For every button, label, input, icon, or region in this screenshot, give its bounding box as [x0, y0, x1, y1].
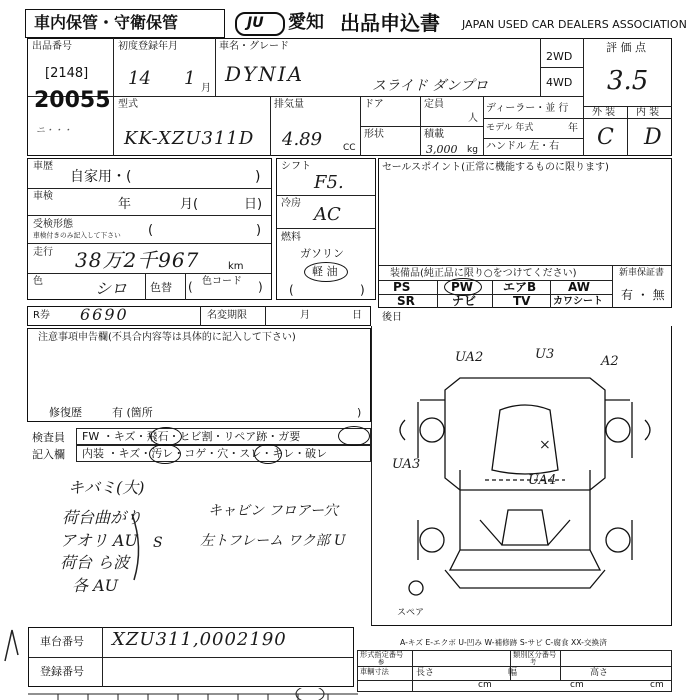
capacity-unit: 人	[468, 113, 478, 124]
ju-logo	[235, 12, 285, 36]
sales-label: セールスポイント(正常に機能するものに限ります)	[382, 162, 609, 173]
drive-2wd: 2WD	[546, 50, 573, 63]
name-change-month: 月	[300, 310, 310, 321]
cert-label: 形式指定番号	[360, 651, 404, 660]
fuel-circle	[304, 262, 348, 282]
recv-note: 車検付きのみ記入して下さい	[33, 232, 121, 240]
note-1: キバミ(大)	[68, 478, 145, 497]
mark-ua2: UA2	[455, 350, 484, 365]
interior-grade: D	[644, 125, 662, 150]
mark-ua3: UA3	[392, 457, 421, 472]
fuel-label: 燃料	[281, 232, 301, 243]
reg-label: 初度登録年月	[118, 41, 178, 52]
note-5: 各 AU	[72, 576, 119, 595]
inspector-label-1: 検査員	[32, 431, 65, 444]
equip-pw: PW	[451, 280, 474, 294]
name-change-day: 日	[352, 310, 362, 321]
length: 長さ	[416, 668, 435, 678]
mileage-unit: km	[228, 261, 244, 272]
year-unit: 年	[568, 123, 578, 134]
fuel-diesel: 軽 油	[312, 265, 338, 278]
handle-label: ハンドル 左・右	[486, 141, 560, 152]
spare-label: スペア	[397, 608, 425, 618]
mark-x: ×	[539, 437, 551, 453]
sure-circle	[254, 444, 282, 464]
score-label: 評 価 点	[606, 41, 646, 54]
lot-scribble: ニ・・・	[36, 126, 73, 136]
tiny-ref-1: 参	[378, 659, 385, 667]
mark-u3: U3	[535, 347, 555, 362]
color-swap-close: )	[258, 280, 263, 294]
displacement-label: 排気量	[274, 99, 304, 110]
exterior-label: 外 装	[592, 107, 616, 118]
recycle-label: R券	[33, 310, 50, 321]
displacement: 4.89	[282, 129, 323, 150]
repair-label: 修復歴	[49, 406, 82, 419]
fuel-close: )	[360, 283, 365, 297]
yoko-circle	[338, 426, 370, 446]
repair-close: )	[357, 406, 362, 419]
fuel-paren: (	[289, 283, 294, 297]
inspector-row-1-text: FW ・キズ・飛石・ヒビ割・リペア跡・ガ要	[82, 430, 301, 443]
logo-text: 愛知	[288, 12, 324, 33]
repair-value: 有 (箇所	[112, 406, 153, 419]
color-swap-label: 色替	[150, 281, 172, 294]
color-label: 色	[33, 276, 43, 287]
note-mid: S	[153, 535, 163, 551]
equip-navi: ナビ	[452, 294, 477, 308]
load-value: 3,000	[426, 143, 458, 156]
after-label: 後日	[382, 312, 402, 323]
fuel-gas: ガソリン	[300, 247, 344, 260]
ac-value: AC	[314, 204, 341, 225]
equip-label: 装備品(純正品に限り○をつけてください)	[390, 268, 577, 279]
length-cm: cm	[478, 680, 492, 690]
chassis-value: XZU311,0002190	[112, 629, 287, 650]
name-change-label: 名変期限	[207, 310, 247, 321]
name-label: 車名・グレード	[219, 41, 289, 52]
recycle-value: 6690	[80, 305, 129, 324]
width: 幅	[508, 668, 518, 678]
recv-paren: (	[148, 223, 154, 238]
note-right-1: キャビン フロアー穴	[208, 503, 339, 519]
equip-aw: AW	[568, 280, 590, 294]
reg-year: 14	[128, 68, 151, 89]
model-year-label: モデル 年式	[486, 123, 534, 133]
color-swap-paren: (	[188, 280, 193, 294]
damage-legend: A-キズ E-エクボ U-凹み W-補修跡 S-サビ C-腐食 XX-交換済	[400, 639, 607, 648]
length-label: 車輌寸法	[360, 668, 389, 677]
lot-small: [2148]	[45, 66, 89, 81]
mileage-label: 走行	[33, 247, 53, 258]
association-name: JAPAN USED CAR DEALERS ASSOCIATION	[462, 18, 687, 31]
car-name: DYNIA	[225, 62, 305, 86]
inspection-label: 車検	[33, 191, 53, 202]
inspection-month: 月(	[180, 197, 199, 212]
recycle-box	[27, 306, 371, 326]
lot-label: 出品番号	[32, 41, 72, 52]
exterior-grade: C	[597, 125, 614, 150]
recv-close: )	[256, 223, 262, 238]
shape-label: 形状	[364, 129, 384, 140]
note-3: アオリ AU	[60, 531, 138, 550]
month-suffix: 月	[201, 83, 211, 94]
load-unit: kg	[467, 145, 478, 155]
bottom-row-fragments	[28, 688, 358, 700]
note-right-2: 左トフレーム ワク部 U	[200, 533, 346, 549]
tiny-ref-2: 考	[530, 659, 537, 667]
shift-label: シフト	[281, 161, 311, 172]
notes-label: 注意事項申告欄(不具合内容等は具体的に記入して下さい)	[38, 332, 296, 343]
drive-4wd: 4WD	[546, 76, 573, 89]
regno-label: 登録番号	[40, 665, 84, 678]
history-close: )	[255, 169, 261, 185]
width-cm: cm	[570, 680, 584, 690]
manual-label: 新車保証書	[619, 268, 665, 278]
height: 高さ	[590, 668, 609, 678]
score: 3.5	[607, 66, 649, 96]
displacement-unit: CC	[343, 143, 356, 153]
color-code-label: 色コード	[202, 276, 242, 287]
inspection-day: 日)	[244, 197, 263, 212]
equip-sr: SR	[397, 294, 415, 308]
inspector-label-2: 記入欄	[32, 448, 65, 461]
inspector-row-2-text: 内装 ・キズ・汚レ・コゲ・穴・スレ・キレ・破レ	[82, 447, 328, 460]
capacity-label: 定員	[424, 99, 444, 110]
chassis-label: 車台番号	[40, 635, 84, 648]
class-label: 類別区分番号	[513, 651, 557, 660]
inspection-year: 年	[118, 197, 132, 212]
interior-label: 内 装	[636, 107, 660, 118]
yogore-circle	[149, 444, 181, 464]
lot-number: 20055	[34, 88, 111, 113]
model-label: 型式	[118, 99, 138, 110]
margin-scribble	[2, 625, 24, 665]
mileage-value: 38万2千967	[75, 248, 200, 272]
dealer-label: ディーラー・並 行	[486, 103, 569, 114]
history-label: 車歴	[33, 161, 53, 172]
mark-ua4: UA4	[528, 473, 557, 488]
equip-tv: TV	[513, 294, 531, 308]
equip-airbag: エアB	[503, 280, 537, 294]
note-2: 荷台曲がり	[62, 508, 143, 527]
reg-month: 1	[184, 68, 196, 89]
model: KK-XZU311D	[124, 128, 255, 149]
form-title: 出品申込書	[340, 11, 440, 35]
manual-value: 有 ・ 無	[621, 288, 665, 302]
car-diagram	[390, 360, 660, 600]
history-value: 自家用・(	[70, 169, 132, 185]
mark-a2: A2	[601, 354, 619, 369]
color-value: シロ	[95, 279, 128, 298]
height-cm: cm	[650, 680, 664, 690]
note-4: 荷台 ら波	[60, 553, 130, 572]
recv-label: 受検形態	[33, 219, 73, 230]
header-title-left: 車内保管・守衛保管	[34, 13, 179, 32]
grade: スライド ダンプロ	[372, 78, 489, 94]
bracket-mark	[128, 512, 148, 582]
equip-ps: PS	[393, 280, 411, 294]
shift-value: F5.	[314, 172, 344, 193]
ac-label: 冷房	[281, 198, 301, 209]
equip-leather: カワシート	[553, 296, 603, 307]
load-label: 積載	[424, 129, 444, 140]
ju-logo-mark: JU	[247, 15, 264, 31]
door-label: ドア	[364, 99, 384, 110]
